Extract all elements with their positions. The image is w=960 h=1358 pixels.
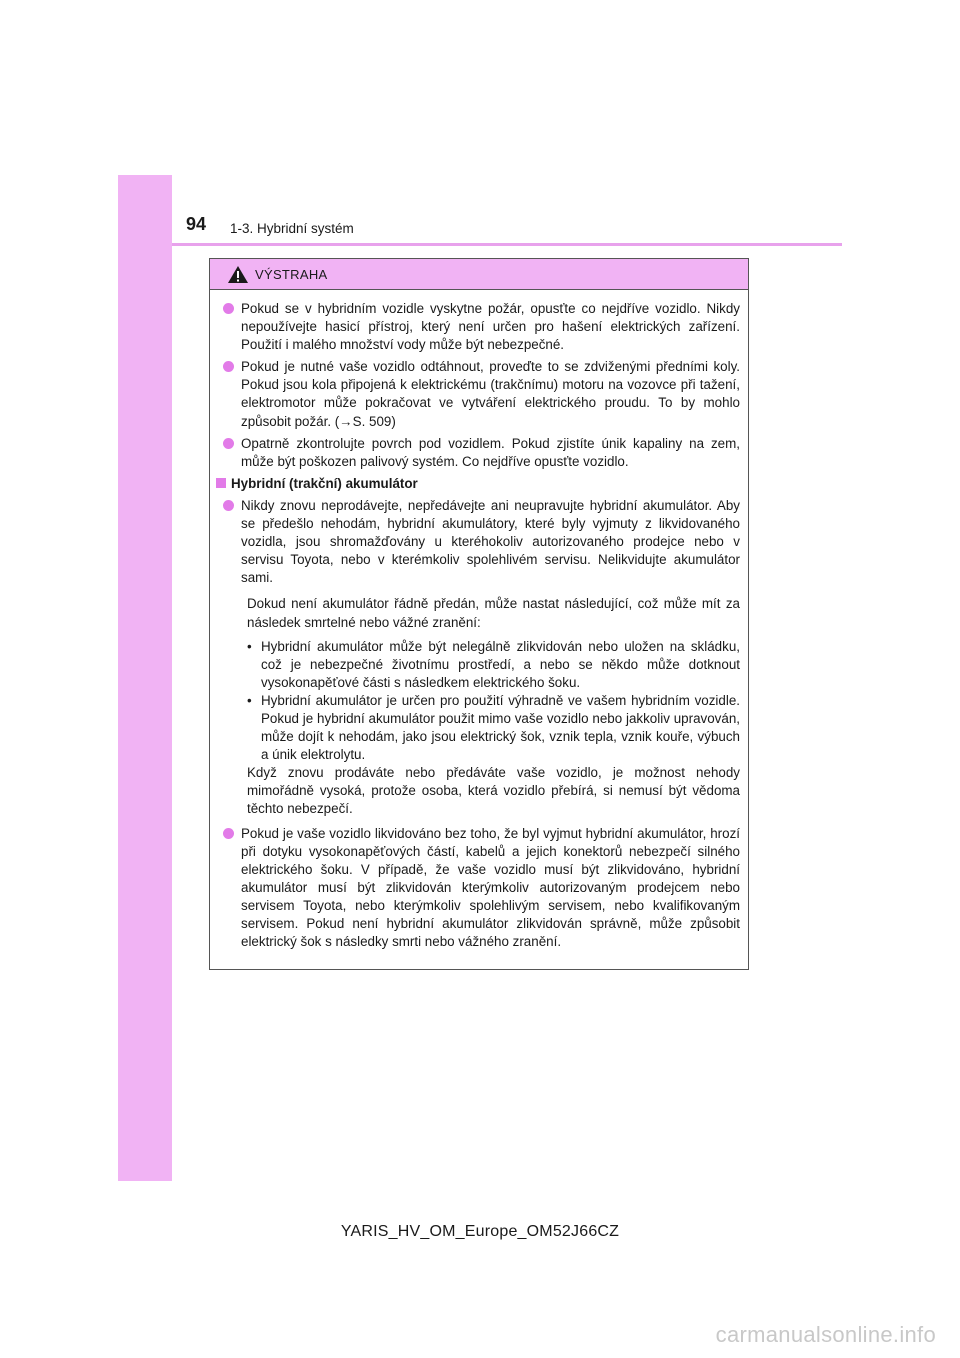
dot-list-item bbox=[247, 638, 740, 692]
warning-item bbox=[216, 825, 740, 952]
warning-item-text: Pokud se v hybridním vozidle vyskytne požár, opusťte co nejdříve vozidlo. Nikdy nepoužívejte hasicí přístroj, který není určen pro hašení elektrických zařízení. Použití i malého množství vody může být nebezpečné. bbox=[241, 301, 740, 353]
warning-triangle-icon bbox=[227, 265, 249, 284]
header-divider bbox=[172, 243, 842, 246]
subsection-list bbox=[216, 497, 740, 951]
warning-body bbox=[210, 290, 748, 951]
paragraph: Dokud není akumulátor řádně předán, může nastat následující, což může mít za následek smrtelné nebo vážné zranění: bbox=[247, 596, 740, 630]
subsection-heading-text: Hybridní (trakční) akumulátor bbox=[231, 475, 418, 491]
warning-item-text: Pokud je vaše vozidlo likvidováno bez toho, že byl vyjmut hybridní akumulátor, hrozí při dotyku vysokonapěťových částí, kabelů a jejich konektorů nebezpečí silného elektrického šoku. V případě, že vaše vozidlo musí být zlikvidováno, hybridní akumulátor musí být zlikvidován kterýmkoliv autorizovaným prodejcem nebo servisem Toyota, nebo kterýmkoliv spolehlivým servisem, nebo kvalifikovaným servisem. Pokud není hybridní akumulátor zlikvidován správně, může způsobit elektrický šok s následky smrti nebo vážného zranění. bbox=[241, 825, 740, 950]
section-title: 1-3. Hybridní systém bbox=[230, 221, 354, 236]
warning-header bbox=[210, 259, 748, 290]
document-code: YARIS_HV_OM_Europe_OM52J66CZ bbox=[340, 1223, 620, 1240]
dot-list-item bbox=[247, 692, 740, 764]
bullet-icon bbox=[223, 828, 234, 839]
dot-list-text: Hybridní akumulátor je určen pro použití výhradně ve vašem hybridním vozidle. Pokud je hybridní akumulátor použit mimo vaše vozidlo nebo jakkoliv upravován, může dojít k nehodám, jako jsou elektrický šok, vznik tepla, vznik kouře, výbuch a únik elektrolytu. bbox=[261, 692, 740, 763]
warning-box bbox=[209, 258, 749, 970]
watermark: carmanualsonline.info bbox=[715, 1322, 936, 1347]
warning-item-text: Nikdy znovu neprodávejte, nepředávejte ani neupravujte hybridní akumulátor. Aby se předešlo nehodám, hybridní akumulátory, které byly vyjmuty z likvidovaného vozidla, jsou shromažďovány u kteréhokoliv autorizovaného prodejce nebo v servisu Toyota, nebo v kterémkoliv spolehlivém servisu. Nelikvidujte akumulátor sami. bbox=[241, 497, 740, 586]
dot-list-text: Hybridní akumulátor může být nelegálně zlikvidován nebo uložen na skládku, což je nebezpečné životnímu prostředí, a nebo se někdo může dotknout vysokonapěťové části s následkem elektrického šoku. bbox=[261, 638, 740, 690]
dot-bullet: • bbox=[247, 638, 252, 654]
warning-item bbox=[216, 435, 740, 471]
paragraph: Když znovu prodáváte nebo předáváte vaše vozidlo, je možnost nehody mimořádně vysoká, protože osoba, která vozidlo přebírá, si nemusí být vědoma těchto nebezpečí. bbox=[247, 765, 740, 817]
square-bullet-icon bbox=[216, 478, 226, 488]
warning-title: VÝSTRAHA bbox=[255, 266, 328, 282]
side-tab bbox=[118, 175, 172, 1181]
warning-item-text: Opatrně zkontrolujte povrch pod vozidlem. Pokud zjistíte únik kapaliny na zem, může být poškozen palivový systém. Co nejdříve opusťte vozidlo. bbox=[241, 435, 740, 469]
dot-bullet: • bbox=[247, 692, 252, 708]
warning-item bbox=[216, 300, 740, 354]
page-number: 94 bbox=[186, 214, 207, 234]
warning-item bbox=[216, 497, 740, 587]
warning-item bbox=[216, 358, 740, 430]
bullet-icon bbox=[223, 500, 234, 511]
warning-item-text: Pokud je nutné vaše vozidlo odtáhnout, proveďte to se zdviženými předními koly. Pokud jsou kola připojená k elektrickému (trakčnímu) motoru na vozovce při tažení, elektromotor může pokračovat ve vytváření elektrického proudu. To by mohlo způsobit požár. (→S. 509) bbox=[241, 359, 740, 429]
dot-list bbox=[247, 638, 740, 765]
bullet-icon bbox=[223, 361, 234, 372]
subsection-heading bbox=[216, 475, 740, 493]
bullet-icon bbox=[223, 438, 234, 449]
bullet-icon bbox=[223, 303, 234, 314]
